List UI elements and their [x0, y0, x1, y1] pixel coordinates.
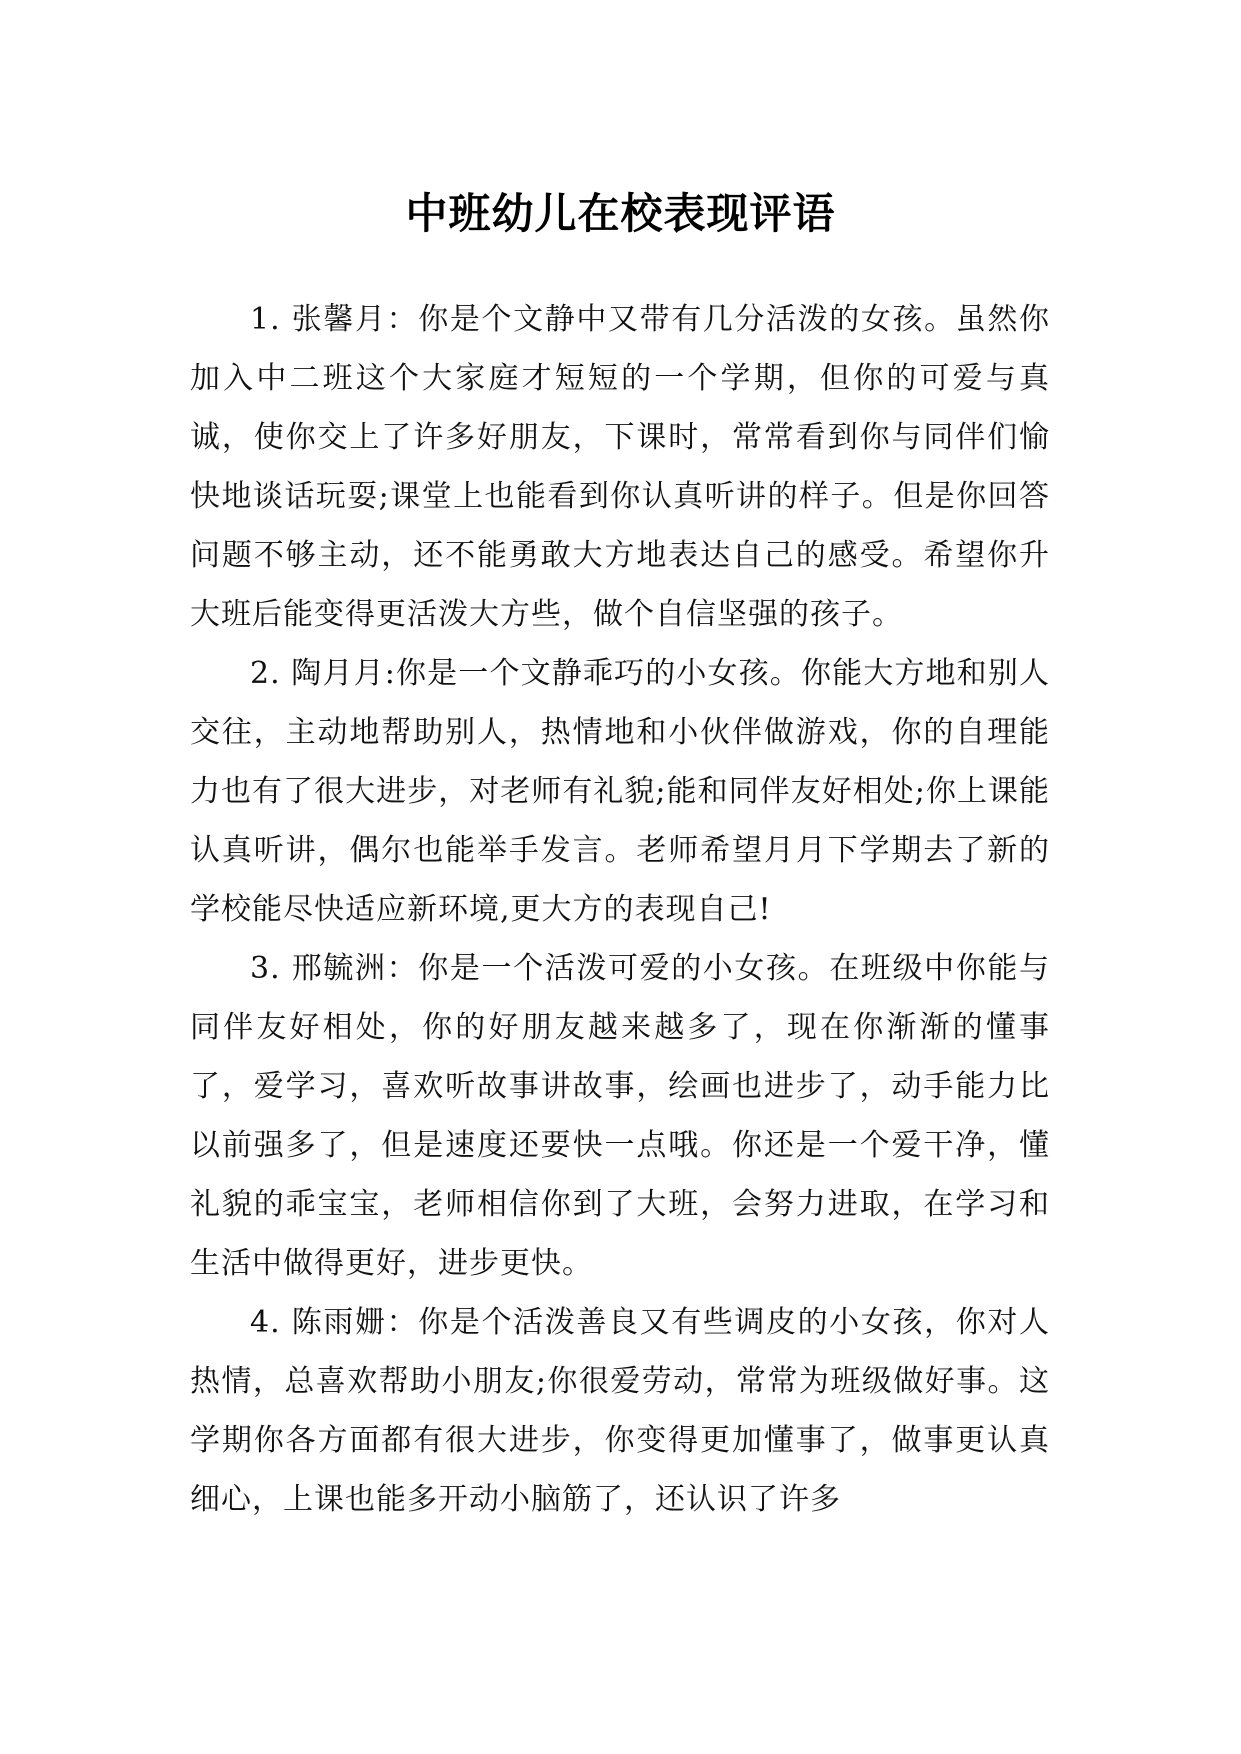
document-body [190, 290, 1050, 1529]
document-title: 中班幼儿在校表现评语 [405, 189, 836, 239]
comment-paragraph-3: 3. 邢毓洲：你是一个活泼可爱的小女孩。在班级中你能与同伴友好相处，你的好朋友越来越多了，现在你渐渐的懂事了，爱学习，喜欢听故事讲故事，绘画也进步了，动手能力比以前强多了，但是速度还要快一点哦。你还是一个爱干净，懂礼貌的乖宝宝，老师相信你到了大班，会努力进取，在学习和生活中做得更好，进步更快。 [190, 951, 1050, 1281]
comment-paragraph-2: 2. 陶月月:你是一个文静乖巧的小女孩。你能大方地和别人交往，主动地帮助别人，热情地和小伙伴做游戏，你的自理能力也有了很大进步，对老师有礼貌;能和同伴友好相处;你上课能认真听讲，偶尔也能举手发言。老师希望月月下学期去了新的学校能尽快适应新环境,更大方的表现自己! [190, 656, 1050, 927]
comment-paragraph-4: 4. 陈雨姗：你是个活泼善良又有些调皮的小女孩，你对人热情，总喜欢帮助小朋友;你很爱劳动，常常为班级做好事。这学期你各方面都有很大进步，你变得更加懂事了，做事更认真细心，上课也能多开动小脑筋了，还认识了许多 [190, 1305, 1050, 1517]
comment-paragraph-1: 1. 张馨月：你是个文静中又带有几分活泼的女孩。虽然你加入中二班这个大家庭才短短的一个学期，但你的可爱与真诚，使你交上了许多好朋友，下课时，常常看到你与同伴们愉快地谈话玩耍;课堂上也能看到你认真听讲的样子。但是你回答问题不够主动，还不能勇敢大方地表达自己的感受。希望你升大班后能变得更活泼大方些，做个自信坚强的孩子。 [190, 302, 1050, 632]
